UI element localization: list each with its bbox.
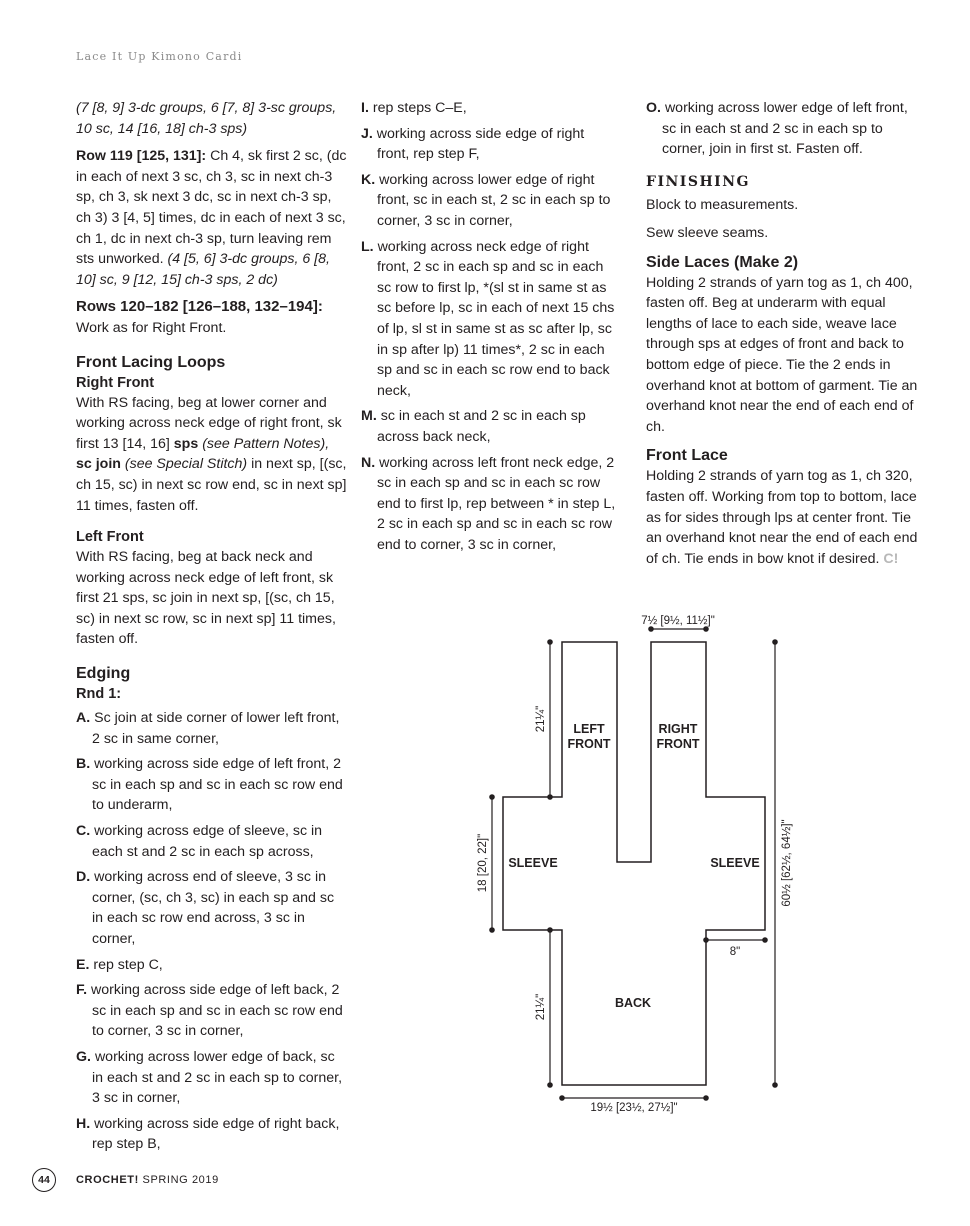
dim-top-width: 7½ [9½, 11½]" <box>641 615 715 627</box>
rows-120-182: Rows 120–182 [126–188, 132–194]: Work as for Right Front. <box>76 298 323 336</box>
front-lace-text: Holding 2 strands of yarn tog as 1, ch 320, fasten off. Working from top to bottom, lace as for sides through lps at center front. Tie an overhand knot near the end of each end of ch. Tie ends in bow knot if desired. C! <box>646 468 918 567</box>
label-back: BACK <box>614 996 652 1010</box>
dim-bottom-width: 19½ [23½, 27½]" <box>590 1102 678 1114</box>
step-h: H. working across side edge of right back, rep step B, <box>76 1115 340 1153</box>
front-lacing-heading: Front Lacing Loops <box>76 353 226 371</box>
step-e: E. rep step C, <box>76 956 163 973</box>
column-3 <box>646 98 922 576</box>
dim-sleeve: 18 [20, 22]" <box>477 833 489 893</box>
label-sleeve-left: SLEEVE <box>508 856 558 870</box>
right-front-text: With RS facing, beg at lower corner and working across neck edge of right front, sk first 13 [14, 16] sps (see Pattern Notes), sc join (see Special Stitch) in next sp, [(sc, ch 15, sc) in next sc row end, sc in next sp] 11 times, fasten off. <box>76 394 347 514</box>
stitch-count: (7 [8, 9] 3-dc groups, 6 [7, 8] 3-sc groups, 10 sc, 14 [16, 18] ch-3 sps) <box>76 100 337 137</box>
running-head: Lace It Up Kimono Cardi <box>76 50 243 63</box>
dim-front-height: 21¼" <box>535 705 547 733</box>
dim-8: 8" <box>729 946 741 958</box>
column-1 <box>76 98 348 1160</box>
label-left-front: LEFT <box>573 722 605 736</box>
step-n: N. working across left front neck edge, 2 sc in each sp and sc in each sc row end to first lp, rep between * in step L, 2 sc in each sp and sc in each sc row end to corner, 3 sc in corner, <box>361 454 616 553</box>
finishing-sew: Sew sleeve seams. <box>646 224 769 241</box>
step-d: D. working across end of sleeve, 3 sc in corner, (sc, ch 3, sc) in each sp and sc in each sc row end across, 3 sc in corner, <box>76 869 335 947</box>
step-a: A. Sc join at side corner of lower left front, 2 sc in same corner, <box>76 710 340 747</box>
step-m: M. sc in each st and 2 sc in each sp across back neck, <box>361 408 586 445</box>
finishing-heading: FINISHING <box>646 173 750 190</box>
end-mark-icon: C! <box>883 550 899 567</box>
page-number: 44 <box>32 1168 56 1192</box>
step-f: F. working across side edge of left back, 2 sc in each sp and sc in each sc row end to corner, 3 sc in corner, <box>76 982 343 1040</box>
page-footer <box>32 1168 219 1192</box>
right-front-heading: Right Front <box>76 374 155 391</box>
rnd1-heading: Rnd 1: <box>76 686 122 703</box>
dim-back-height: 21¼" <box>535 993 547 1021</box>
column-2 <box>361 98 617 560</box>
left-front-heading: Left Front <box>76 529 144 546</box>
dim-total-length: 60½ [62½, 64½]" <box>781 819 793 907</box>
step-o: O. working across lower edge of left front, sc in each st and 2 sc in each sp to corner, join in first st. Fasten off. <box>646 100 908 158</box>
step-b: B. working across side edge of left front, 2 sc in each sp and sc in each sc row end to underarm, <box>76 756 343 814</box>
label-right-front: RIGHT <box>658 722 698 736</box>
garment-schematic <box>470 605 800 1115</box>
label-right-front-2: FRONT <box>656 737 700 751</box>
side-laces-text: Holding 2 strands of yarn tog as 1, ch 400, fasten off. Beg at underarm with equal lengths of lace to each side, weave lace through sps at edges of front and back to bottom edge of piece. Tie the 2 ends in overhand knot at bottom of garment. Tie an overhand knot near the end of each end of ch. <box>646 274 918 435</box>
step-c: C. working across edge of sleeve, sc in each st and 2 sc in each sp across, <box>76 823 323 860</box>
row-119: Row 119 [125, 131]: Ch 4, sk first 2 sc, (dc in each of next 3 sc, ch 3, sc in next ch-3 sp, ch 3, sk next 3 dc, sc in next ch-3 sp, ch 3) 3 [4, 5] times, dc in each of next 3 sc, ch 1, dc in next ch-3 sp, turn leaving rem sts unworked. (4 [5, 6] 3-dc groups, 6 [8, 10] sc, 9 [12, 15] ch-3 sps, 2 dc) <box>76 148 347 288</box>
step-k: K. working across lower edge of right front, sc in each st, 2 sc in each sp to corner, 3 sc in corner, <box>361 171 611 229</box>
front-lace-heading: Front Lace <box>646 447 728 465</box>
step-j: J. working across side edge of right front, rep step F, <box>361 125 585 163</box>
finishing-block: Block to measurements. <box>646 197 799 214</box>
label-sleeve-right: SLEEVE <box>710 856 760 870</box>
step-i: I. rep steps C–E, <box>361 100 467 116</box>
left-front-text: With RS facing, beg at back neck and working across neck edge of left front, sk first 21 sps, sc join in next sp, [(sc, ch 15, sc) in next sc row, sc in next sp] 11 times, fasten off. <box>76 549 336 648</box>
side-laces-heading: Side Laces (Make 2) <box>646 253 799 271</box>
label-left-front-2: FRONT <box>567 737 611 751</box>
step-g: G. working across lower edge of back, sc in each st and 2 sc in each sp to corner, 3 sc in corner, <box>76 1048 343 1107</box>
edging-heading: Edging <box>76 665 131 683</box>
magazine-title: CROCHET! SPRING 2019 <box>76 1174 219 1186</box>
step-l: L. working across neck edge of right front, 2 sc in each sp and sc in each sc row to first lp, *(sl st in same st as sc before lp, sc in each of next 15 chs of lp, sl st in same st as sc after lp, sc in sp after lp) 11 times*, 2 sc in each sp and sc in each sc row end to back neck, <box>361 238 615 399</box>
